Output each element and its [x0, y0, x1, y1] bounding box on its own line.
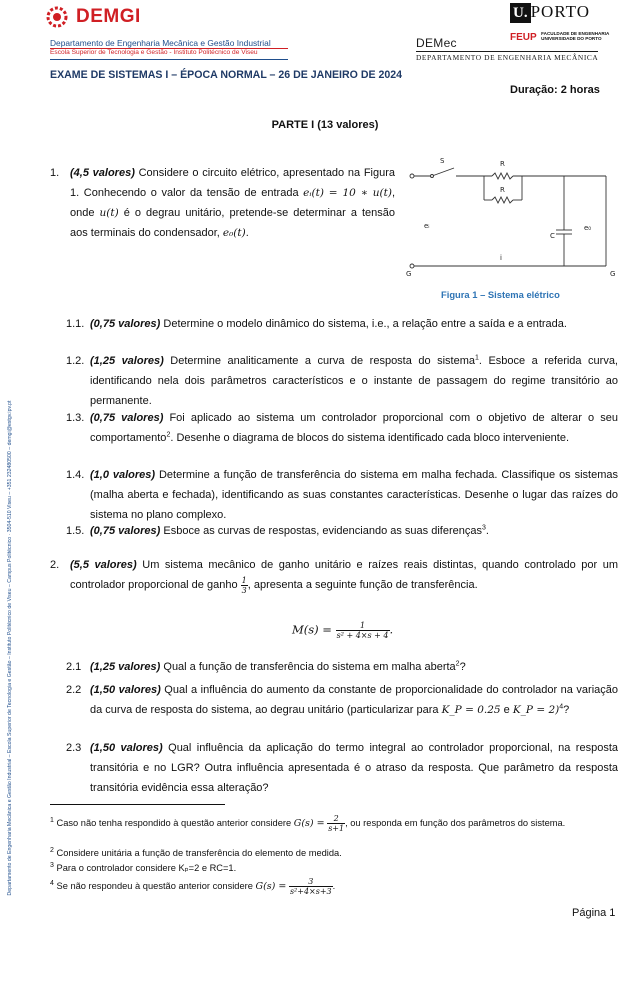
q1-input-equation: eᵢ(t) = 10 ∗ u(t): [303, 187, 392, 199]
q2-text: (5,5 valores) Um sistema mecânico de ganho unitário e raízes reais distintas, quando controlado por um controlador proporcional de ganho $\frac{1}{3}$ , apresenta a seguinte função de transferência.: [70, 559, 618, 595]
q1-2: 1.2. (1,25 valores) Determine analiticamente a curva de resposta do sistema$^1$. Esboce a referida curva, identificando nela dois parâmetros característicos e o instante de passagem do regime transitório ao permanente.: [66, 354, 618, 407]
transfer-function-fraction: $\frac{1}{\text{s² + 4×s + 4}}$: [336, 621, 389, 640]
exam-duration: Duração: 2 horas: [510, 84, 600, 96]
gain-fraction: $\frac{1}{3}$: [241, 575, 247, 595]
demgi-logo: [42, 4, 162, 30]
uporto-logo: U. PORTO: [510, 2, 612, 24]
demec-full-name: DEPARTAMENTO DE ENGENHARIA MECÂNICA: [416, 53, 599, 62]
q1-text: (4,5 valores) Considere o circuito elétrico, apresentado na Figura 1. Conhecendo o valor da tensão de entrada eᵢ(t) = 10 ∗ u(t), onde u(t) é o degrau unitário, pretende-se determinar a tensão aos terminais do condensador, e₀(t).: [70, 167, 396, 239]
label-r-top: R: [500, 160, 505, 168]
label-r-mid: R: [500, 186, 505, 194]
figure-caption: Figura 1 – Sistema elétrico: [441, 289, 560, 300]
footnote-ref: 4: [559, 703, 564, 711]
department-name: Departamento de Engenharia Mecânica e Gestão Industrial: [50, 38, 271, 48]
transfer-function-equation: M(s) = $\frac{1}{\text{s² + 4×s + 4}}$ .: [292, 621, 394, 640]
q1-3: 1.3. (0,75 valores) Foi aplicado ao sistema um controlador proporcional com o objetivo de alterar o seu comportamento$^2$. Desenhe o diagrama de blocos do sistema identificado cada bloco interveniente.: [66, 412, 618, 444]
circuit-diagram: [404, 154, 620, 280]
label-input: eᵢ: [424, 222, 430, 230]
q2-1: 2.1 (1,25 valores) Qual a função de transferência do sistema em malha aberta$^2$?: [66, 660, 466, 673]
resistor-top: [492, 173, 513, 179]
q1-4: 1.4. (1,0 valores) Determine a função de transferência do sistema em malha fechada. Classifique os sistemas (malha aberta e fechada), identificando as suas constantes características. Desenhe o lugar das raízes do sistema no plano complexo.: [66, 469, 618, 521]
label-output: e₀: [584, 224, 592, 232]
sidebar-contact: Departamento de Engenharia Mecânica e Gestão Industrial – Escola Superior de Tecnologia e Gestão – Instituto Politécnico de Viseu – Campus Politécnico · 3504-510 Viseu – +351 232480500 – demgi@estgv.ipv.pt: [7, 400, 13, 896]
page-number: Página 1: [572, 907, 616, 919]
q1-output-symbol: e₀(t): [222, 227, 246, 239]
q2-points: (5,5 valores): [70, 559, 137, 571]
demgi-logo-text: DEMGI: [76, 6, 141, 27]
feup-logo: FEUP FACULDADE DE ENGENHARIA UNIVERSIDADE DO PORTO: [510, 30, 610, 43]
resistor-mid: [492, 197, 513, 203]
footnote-1: $^1$ Caso não tenha respondido à questão anterior considere G(s) = $\frac{2}{s+1}$ , ou responda em função dos parâmetros do sistema.: [50, 814, 566, 833]
uporto-text: PORTO: [530, 2, 590, 21]
part-title: PARTE I (13 valores): [271, 119, 379, 131]
footnote-ref: 2: [455, 660, 460, 668]
school-name: Escola Superior de Tecnologia e Gestão - Instituto Politécnico de Viseu: [50, 49, 258, 56]
footnote-separator: [50, 804, 225, 805]
q2-2: 2.2 (1,50 valores) Qual a influência do aumento da constante de proporcionalidade do controlador na variação da curva de resposta do sistema, ao degrau unitário (particularizar para K_P = 0.25 e K_P = 2)$^4$?: [66, 684, 618, 716]
terminal: [410, 264, 414, 268]
q1-number: 1.: [50, 167, 60, 179]
label-cap: C: [550, 232, 555, 240]
q1-points: (4,5 valores): [70, 167, 135, 179]
q2-number: 2.: [50, 559, 60, 571]
q1-5: 1.5. (0,75 valores) Esboce as curvas de respostas, evidenciando as suas diferenças$^3$.: [66, 524, 489, 537]
terminal: [431, 175, 434, 178]
label-switch: S: [440, 157, 445, 165]
switch-blade: [432, 168, 454, 176]
header-divider-2: [50, 59, 288, 60]
exam-title: EXAME DE SISTEMAS I – ÉPOCA NORMAL – 26 DE JANEIRO DE 2024: [50, 69, 403, 81]
q2-3: 2.3 (1,50 valores) Qual influência da aplicação do termo integral ao controlador proporcional, na resposta transitória e no LGR? Outra influência apresentada é o atraso da resposta. Que parâmetro da resposta transitória evidência essa alteração?: [66, 742, 618, 794]
terminal: [410, 174, 414, 178]
label-ground-right: G: [610, 270, 616, 278]
label-current: i: [500, 254, 502, 262]
footnote-4: $^4$ Se não respondeu à questão anterior considere G(s) = $\frac{3}{\text{s²+4×s+3}}$ .: [50, 877, 336, 896]
q1-1: 1.1. (0,75 valores) Determine o modelo dinâmico do sistema, i.e., a relação entre a saída e a entrada.: [66, 318, 567, 330]
footnote-2: $^2$ Considere unitária a função de transferência do elemento de medida.: [50, 846, 342, 858]
demec-logo: DEMec: [416, 36, 457, 50]
footnote-ref: 1: [474, 354, 479, 362]
demgi-gear-icon: [42, 4, 76, 30]
label-ground-left: G: [406, 270, 412, 278]
footnote-3: $^3$ Para o controlador considere Kₚ=2 e RC=1.: [50, 861, 237, 873]
footnote-ref: 2: [166, 431, 171, 439]
footnote-ref: 3: [481, 524, 486, 532]
